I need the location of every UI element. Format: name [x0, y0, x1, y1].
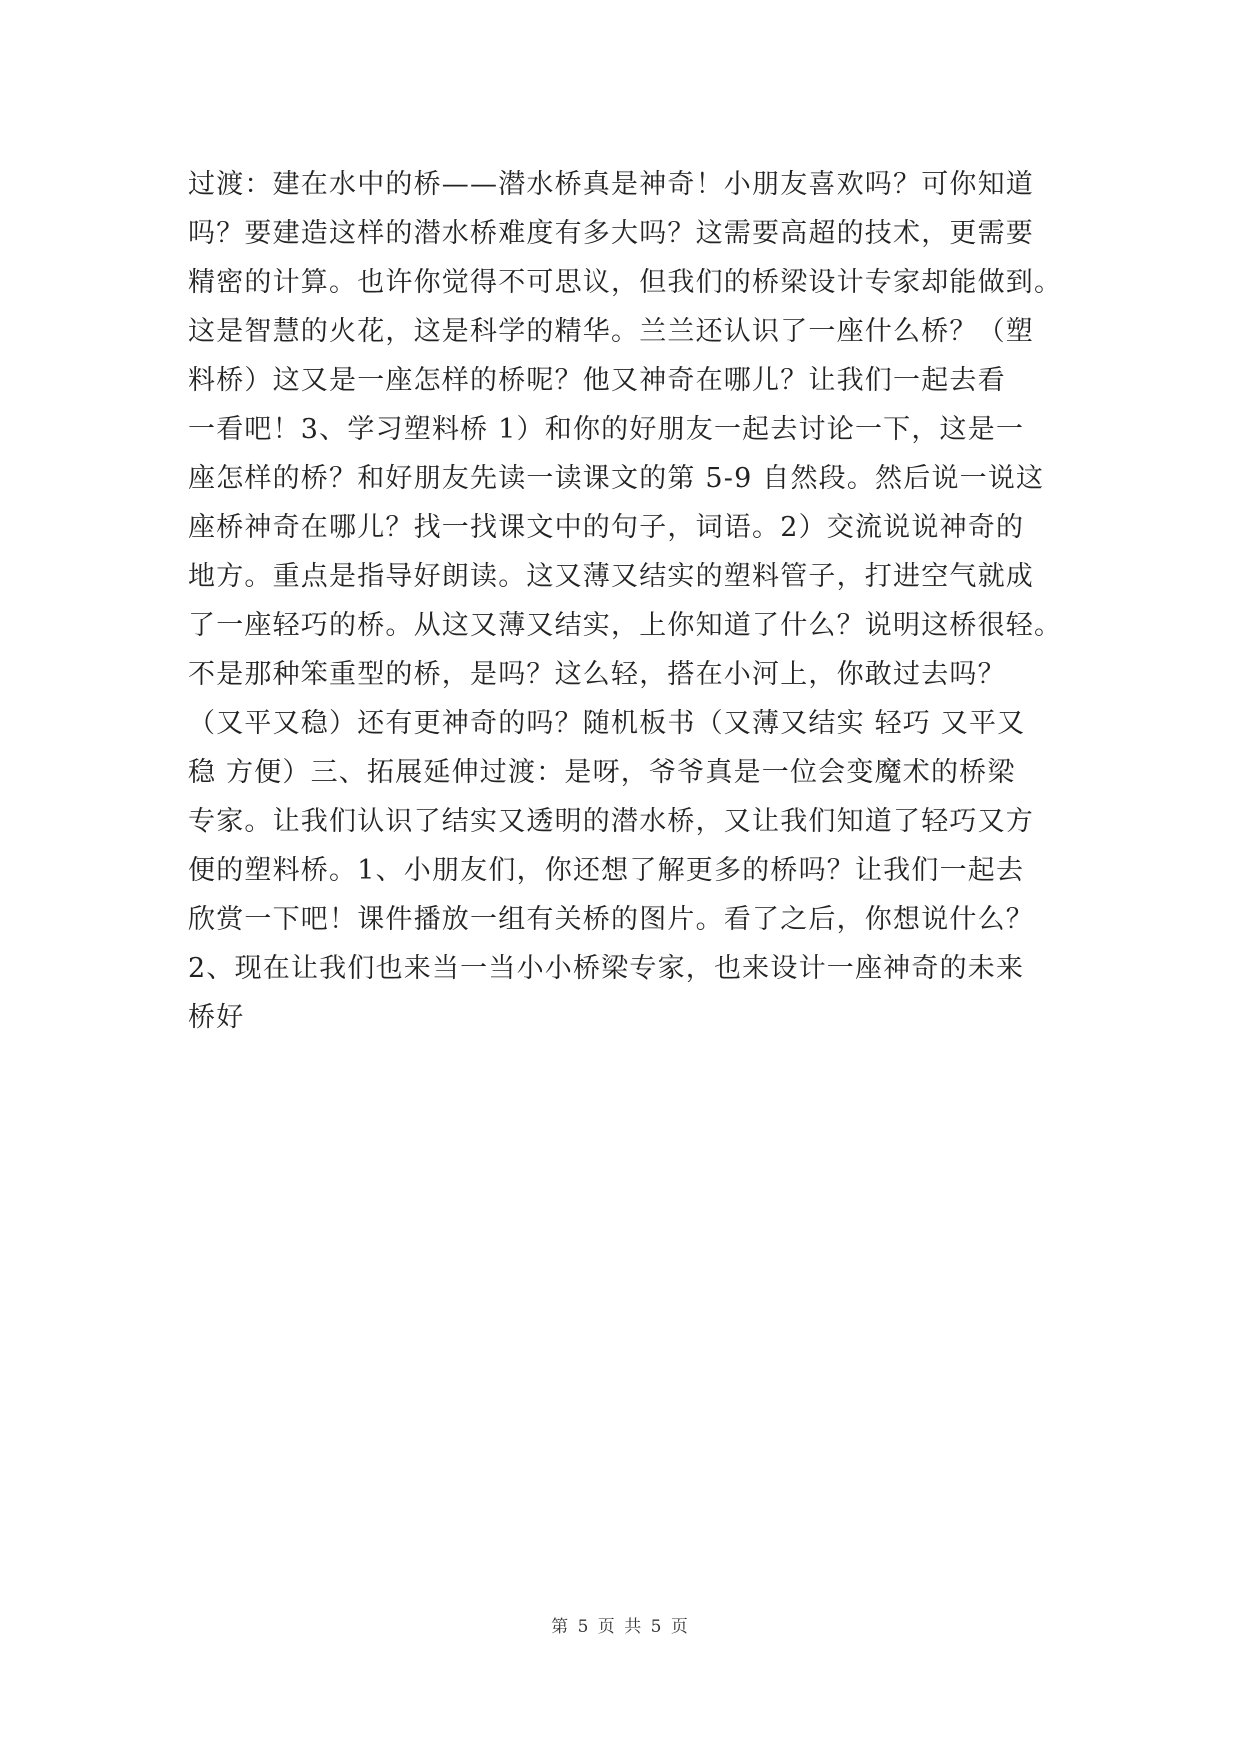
- page-number: 第 5 页 共 5 页: [551, 1617, 690, 1637]
- text-line: 2、现在让我们也来当一当小小桥梁专家，也来设计一座神奇的未来: [188, 953, 1025, 984]
- text-line: 料桥）这又是一座怎样的桥呢？他又神奇在哪儿？让我们一起去看: [188, 365, 1006, 396]
- text-line: 精密的计算。也许你觉得不可思议，但我们的桥梁设计专家却能做到。: [188, 267, 1063, 298]
- text-line: 吗？要建造这样的潜水桥难度有多大吗？这需要高超的技术，更需要: [188, 218, 1034, 249]
- text-line: 过渡：建在水中的桥——潜水桥真是神奇！小朋友喜欢吗？可你知道: [188, 169, 1034, 200]
- text-line: 桥好: [188, 1002, 245, 1033]
- text-line: 一看吧！3、学习塑料桥 1）和你的好朋友一起去讨论一下，这是一: [188, 414, 1025, 445]
- text-line: 座怎样的桥？和好朋友先读一读课文的第 5-9 自然段。然后说一说这: [188, 463, 1045, 494]
- text-line: 不是那种笨重型的桥，是吗？这么轻，搭在小河上，你敢过去吗？: [188, 659, 1006, 690]
- page-footer: [0, 1612, 1241, 1637]
- text-line: 这是智慧的火花，这是科学的精华。兰兰还认识了一座什么桥？（塑: [188, 316, 1034, 347]
- body-text: [188, 160, 1063, 1042]
- text-line: 座桥神奇在哪儿？找一找课文中的句子，词语。2）交流说说神奇的: [188, 512, 1025, 543]
- text-line: 稳 方便）三、拓展延伸过渡：是呀，爷爷真是一位会变魔术的桥梁: [188, 757, 1016, 788]
- text-line: 欣赏一下吧！课件播放一组有关桥的图片。看了之后，你想说什么？: [188, 904, 1034, 935]
- text-line: 便的塑料桥。1、小朋友们，你还想了解更多的桥吗？让我们一起去: [188, 855, 1025, 886]
- text-line: （又平又稳）还有更神奇的吗？随机板书（又薄又结实 轻巧 又平又: [188, 708, 1026, 739]
- text-line: 了一座轻巧的桥。从这又薄又结实，上你知道了什么？说明这桥很轻。: [188, 610, 1063, 641]
- text-line: 地方。重点是指导好朗读。这又薄又结实的塑料管子，打进空气就成: [188, 561, 1034, 592]
- text-line: 专家。让我们认识了结实又透明的潜水桥，又让我们知道了轻巧又方: [188, 806, 1034, 837]
